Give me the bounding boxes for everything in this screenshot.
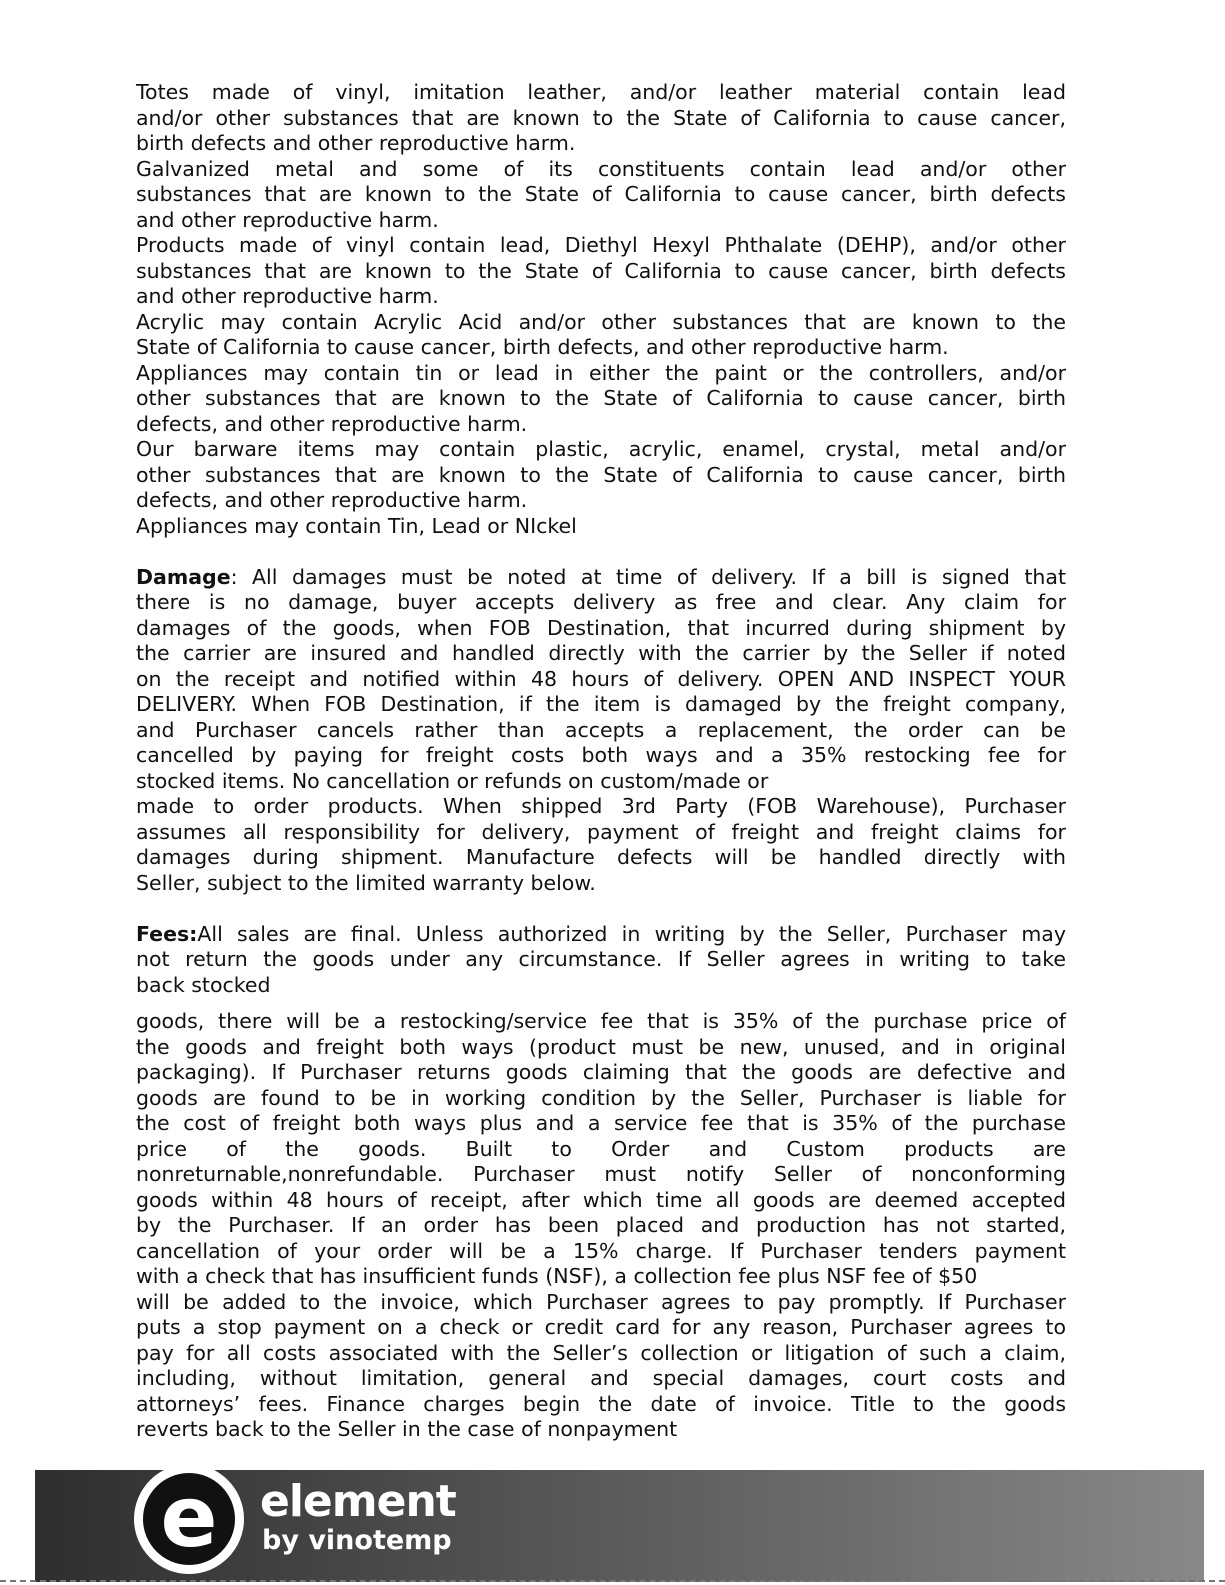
text-line: other substances that are known to the State of California to cause cancer, birth: [136, 386, 1066, 410]
text-line: [136, 565, 1066, 591]
text-line: stocked items. No cancellation or refunds on custom/made or: [136, 768, 769, 793]
text-line: substances that are known to the State of California to cause cancer, birth defects: [136, 258, 1066, 283]
damage-heading: Damage: [136, 564, 231, 589]
fees-heading: Fees:: [136, 921, 198, 946]
text-line: damages of the goods, when FOB Destination, that incurred during shipment by: [136, 615, 1066, 640]
damage-section: [136, 565, 1066, 897]
text-line: goods within 48 hours of receipt, after which time all goods are deemed accepted: [136, 1187, 1066, 1212]
text-line: Seller, subject to the limited warranty below.: [136, 870, 596, 895]
text-line: defects, and other reproductive harm.: [136, 488, 528, 512]
fees-first-line: All sales are final. Unless authorized in writing by the Seller, Purchaser may: [197, 921, 1066, 946]
text-line: Appliances may contain Tin, Lead or NIckel: [136, 513, 577, 538]
text-line: the goods and freight both ways (product must be new, unused, and in original: [136, 1034, 1066, 1059]
text-line: goods are found to be in working condition by the Seller, Purchaser is liable for: [136, 1085, 1066, 1110]
text-line: Products made of vinyl contain lead, Diethyl Hexyl Phthalate (DEHP), and/or other: [136, 233, 1066, 257]
prop65-section: [136, 80, 1066, 539]
text-line: Our barware items may contain plastic, acrylic, enamel, crystal, metal and/or: [136, 437, 1066, 461]
paragraph-gap: [136, 539, 1066, 565]
text-line: birth defects and other reproductive harm.: [136, 131, 576, 155]
text-line: substances that are known to the State of California to cause cancer, birth defects: [136, 182, 1066, 206]
text-line: on the receipt and notified within 48 hours of delivery. OPEN AND INSPECT YOUR: [136, 666, 1066, 691]
text-line: Acrylic may contain Acrylic Acid and/or other substances that are known to the: [136, 309, 1066, 334]
text-line: defects, and other reproductive harm.: [136, 411, 528, 436]
text-line: assumes all responsibility for delivery, payment of freight and freight claims for: [136, 819, 1066, 844]
text-line: and Purchaser cancels rather than accepts a replacement, the order can be: [136, 717, 1066, 742]
text-line: back stocked: [136, 972, 271, 997]
text-line: cancelled by paying for freight costs both ways and a 35% restocking fee for: [136, 743, 1066, 767]
text-line: by the Purchaser. If an order has been placed and production has not started,: [136, 1213, 1066, 1237]
logo-e-icon: e: [160, 1468, 218, 1566]
text-line: including, without limitation, general and special damages, court costs and: [136, 1366, 1066, 1390]
text-line: made to order products. When shipped 3rd Party (FOB Warehouse), Purchaser: [136, 794, 1066, 818]
text-line: reverts back to the Seller in the case of nonpayment: [136, 1417, 678, 1441]
text-line: attorneys’ fees. Finance charges begin the date of invoice. Title to the goods: [136, 1391, 1066, 1416]
text-line: goods, there will be a restocking/service fee that is 35% of the purchase price of: [136, 1009, 1066, 1033]
brand-name: element: [260, 1476, 456, 1527]
paragraph-gap: [136, 896, 1066, 922]
text-line: with a check that has insufficient funds (NSF), a collection fee plus NSF fee of $50: [136, 1264, 978, 1288]
text-line: not return the goods under any circumstance. If Seller agrees in writing to take: [136, 947, 1066, 971]
text-line: the carrier are insured and handled directly with the carrier by the Seller if noted: [136, 641, 1066, 665]
fees-section: [136, 922, 1066, 1443]
brand-subtitle: by vinotemp: [262, 1525, 452, 1556]
text-line: Galvanized metal and some of its constituents contain lead and/or other: [136, 156, 1066, 181]
text-line: there is no damage, buyer accepts delivery as free and clear. Any claim for: [136, 590, 1066, 614]
text-line: and other reproductive harm.: [136, 284, 439, 308]
page-bottom-divider: [0, 1580, 1225, 1582]
damage-first-line: : All damages must be noted at time of delivery. If a bill is signed that: [230, 564, 1066, 589]
text-line: and/or other substances that are known to the State of California to cause cancer,: [136, 105, 1066, 130]
text-line: other substances that are known to the State of California to cause cancer, birth: [136, 462, 1066, 487]
text-line: the cost of freight both ways plus and a service fee that is 35% of the purchase: [136, 1111, 1066, 1135]
text-line: DELIVERY. When FOB Destination, if the item is damaged by the freight company,: [136, 692, 1066, 716]
footer-band: [35, 1470, 1204, 1582]
text-line: Appliances may contain tin or lead in either the paint or the controllers, and/or: [136, 360, 1066, 385]
text-line: puts a stop payment on a check or credit card for any reason, Purchaser agrees to: [136, 1315, 1066, 1339]
text-line: packaging). If Purchaser returns goods claiming that the goods are defective and: [136, 1060, 1066, 1084]
page-break-gap: [136, 998, 1066, 1009]
text-line: Totes made of vinyl, imitation leather, and/or leather material contain lead: [136, 80, 1066, 104]
text-line: cancellation of your order will be a 15% charge. If Purchaser tenders payment: [136, 1238, 1066, 1263]
text-line: pay for all costs associated with the Seller’s collection or litigation of such a claim,: [136, 1340, 1066, 1365]
terms-document: [136, 80, 1066, 1443]
text-line: State of California to cause cancer, birth defects, and other reproductive harm.: [136, 335, 949, 359]
text-line: price of the goods. Built to Order and Custom products are: [136, 1136, 1066, 1161]
text-line: nonreturnable,nonrefundable. Purchaser must notify Seller of nonconforming: [136, 1162, 1066, 1186]
text-line: and other reproductive harm.: [136, 207, 439, 232]
text-line: damages during shipment. Manufacture defects will be handled directly with: [136, 845, 1066, 869]
text-line: [136, 922, 1066, 948]
text-line: will be added to the invoice, which Purchaser agrees to pay promptly. If Purchaser: [136, 1289, 1066, 1314]
